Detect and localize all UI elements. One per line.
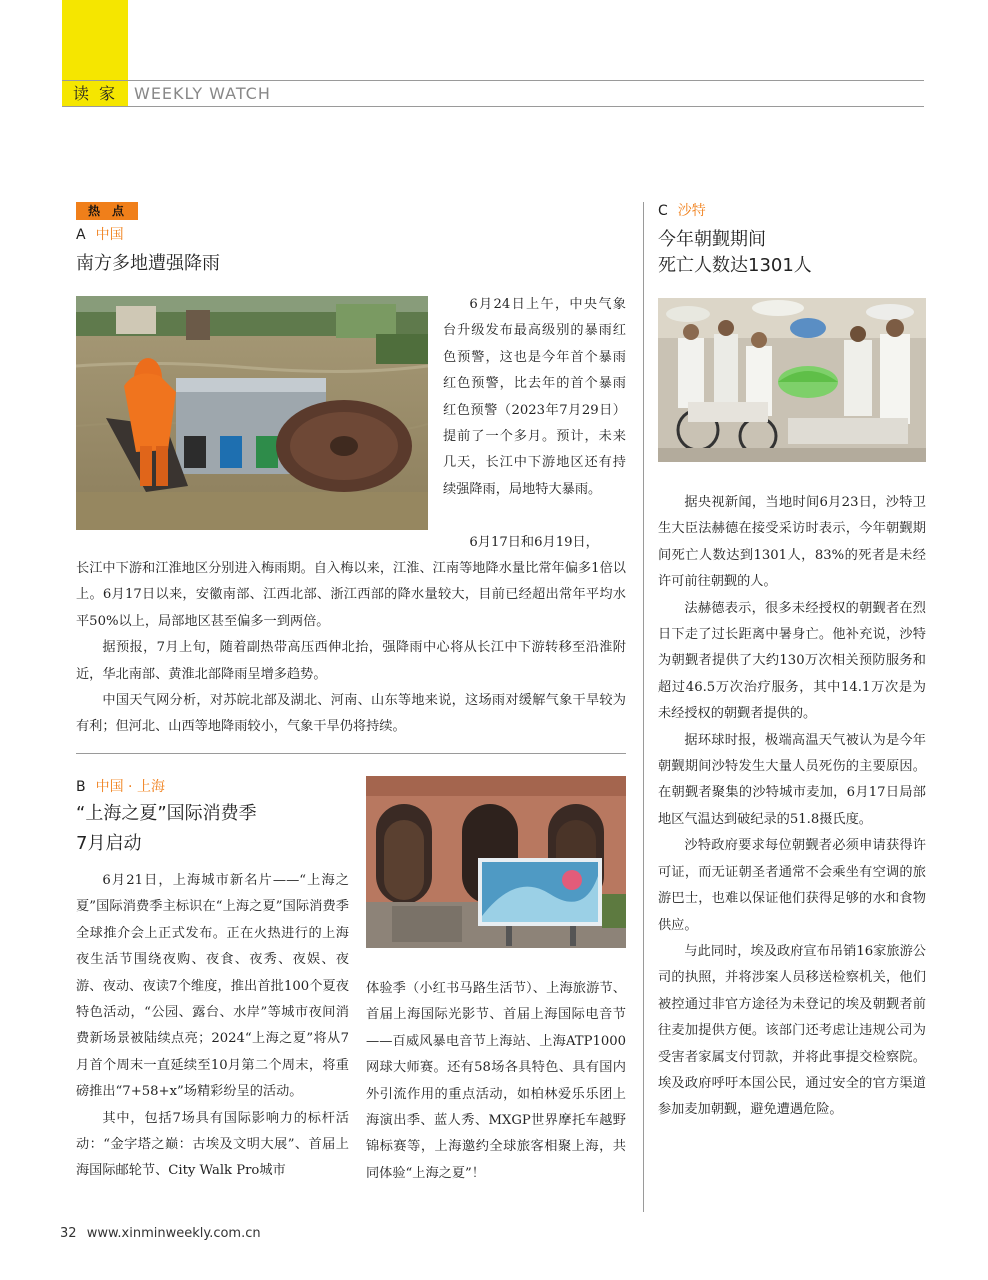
section-c-label — [658, 202, 706, 220]
section-a-text-4: 中国天气网分析，对苏皖北部及湖北、河南、山东等地来说，这场雨对缓解气象干旱较为有利；但河北、山西等地降雨较小，气象干旱仍将持续。 — [76, 693, 626, 735]
shanghai-building-photo — [366, 776, 626, 948]
section-c-text-2: 法赫德表示，很多未经授权的朝觐者在烈日下走了过长距离中暑身亡。他补充说，沙特为朝觐者提供了大约130万次相关预防服务和超过46.5万次治疗服务，其中14.1万次是为未经授权的朝觐者提供的。 — [658, 600, 926, 722]
section-b-label — [76, 778, 165, 796]
column-subtitle: WEEKLY WATCH — [134, 84, 271, 103]
section-c-headline-2: 死亡人数达1301人 — [658, 255, 812, 276]
section-c-text-1: 据央视新闻，当地时间6月23日，沙特卫生大臣法赫德在接受采访时表示，今年朝觐期间死亡人数达到1301人，83%的死者是未经许可前往朝觐的人。 — [658, 495, 926, 590]
section-c-region: 沙特 — [677, 203, 706, 219]
header-color-block — [62, 0, 128, 80]
section-c-text-3: 据环球时报，极端高温天气被认为是今年朝觐期间沙特发生大量人员死伤的主要原因。在朝觐者聚集的沙特城市麦加，6月17日局部地区气温达到破纪录的51.8摄氏度。 — [658, 732, 926, 827]
section-a-headline: 南方多地遭强降雨 — [76, 253, 220, 274]
section-b-text-right — [366, 976, 626, 1187]
column-label: 读家 — [62, 81, 128, 106]
section-b-headline-1: “上海之夏”国际消费季 — [76, 803, 257, 824]
section-b-text-left — [76, 868, 349, 1185]
section-a-paragraph-2-start — [443, 530, 626, 556]
section-a-region: 中国 — [95, 227, 124, 243]
page-number: 32 — [60, 1226, 77, 1241]
section-b-headline-2: 7月启动 — [76, 833, 142, 854]
section-b-region: 中国 · 上海 — [95, 779, 165, 795]
section-c-text-4: 沙特政府要求每位朝觐者必须申请获得许可证，而无证朝圣者通常不会乘坐有空调的旅游巴士，也难以保证他们获得足够的水和食物供应。 — [658, 838, 926, 933]
page-footer — [60, 1226, 261, 1241]
section-divider — [76, 753, 626, 754]
section-c-text-5: 与此同时，埃及政府宣布吊销16家旅游公司的执照，并将涉案人员移送检察机关，他们被控通过非官方途径为未登记的埃及朝觐者前往麦加提供方便。该部门还考虑让违规公司为受害者家属支付罚款，并将此事提交检察院。埃及政府呼吁本国公民，通过安全的官方渠道参加麦加朝觐，避免遭遇危险。 — [658, 943, 926, 1118]
section-a-paragraph-1 — [443, 292, 626, 503]
section-a-text-2-lead: 6月17日和6月19日， — [469, 535, 599, 550]
section-a-label — [76, 226, 124, 244]
section-a-text-1: 6月24日上午，中央气象台升级发布最高级别的暴雨红色预警，这也是今年首个暴雨红色预警，比去年的首个暴雨红色预警（2023年7月29日）提前了一个多月。预计，未来几天，长江中下游地区还有持续强降雨，局地特大暴雨。 — [443, 297, 626, 497]
hot-topic-tag: 热点 — [76, 202, 138, 220]
section-c-letter: C — [658, 203, 668, 219]
flood-photo — [76, 296, 428, 530]
section-a-text-2: 长江中下游和江淮地区分别进入梅雨期。自入梅以来，江淮、江南等地降水量比常年偏多1倍以上。6月17日以来，安徽南部、江西北部、浙江西部的降水量较大，目前已经超出常年平均水平50%以上，局部地区甚至偏多一到两倍。 — [76, 561, 626, 629]
pilgrims-photo — [658, 298, 926, 462]
header-rule-bottom — [62, 106, 924, 107]
section-a-paragraphs-rest — [76, 556, 626, 741]
footer-url[interactable]: www.xinminweekly.com.cn — [86, 1226, 261, 1241]
section-c-text — [658, 490, 926, 1124]
section-c-headline-1: 今年朝觐期间 — [658, 229, 766, 250]
section-b-text-2-end: 体验季（小红书马路生活节）、上海旅游节、首届上海国际光影节、首届上海国际电音节——百威风暴电音节上海站、上海ATP1000网球大师赛。还有58场各具特色、具有国内外引流作用的重点活动，如柏林爱乐乐团上海演出季、蓝人秀、MXGP世界摩托车越野锦标赛等，上海邀约全球旅客相聚上海，共同体验“上海之夏”！ — [366, 981, 626, 1181]
section-b-text-2-start: 其中，包括7场具有国际影响力的标杆活动：“金字塔之巅：古埃及文明大展”、首届上海国际邮轮节、City Walk Pro城市 — [76, 1110, 349, 1179]
header-rule-top — [62, 80, 924, 81]
column-divider — [643, 202, 644, 1212]
section-a-letter: A — [76, 227, 86, 243]
section-a-text-3: 据预报，7月上旬，随着副热带高压西伸北抬，强降雨中心将从长江中下游转移至沿淮附近，华北南部、黄淮北部降雨呈增多趋势。 — [76, 640, 626, 682]
section-b-text-1: 6月21日，上海城市新名片——“上海之夏”国际消费季主标识在“上海之夏”国际消费季全球推介会上正式发布。正在火热进行的上海夜生活节围绕夜购、夜食、夜秀、夜娱、夜游、夜动、夜读7个维度，推出首批100个夏夜特色活动，“公园、露台、水岸”等城市夜间消费新场景被陆续点亮；2024“上海之夏”将从7月首个周末一直延续至10月第二个周末，将重磅推出“7+58+x”场精彩纷呈的活动。 — [76, 873, 349, 1100]
section-b-letter: B — [76, 779, 86, 795]
